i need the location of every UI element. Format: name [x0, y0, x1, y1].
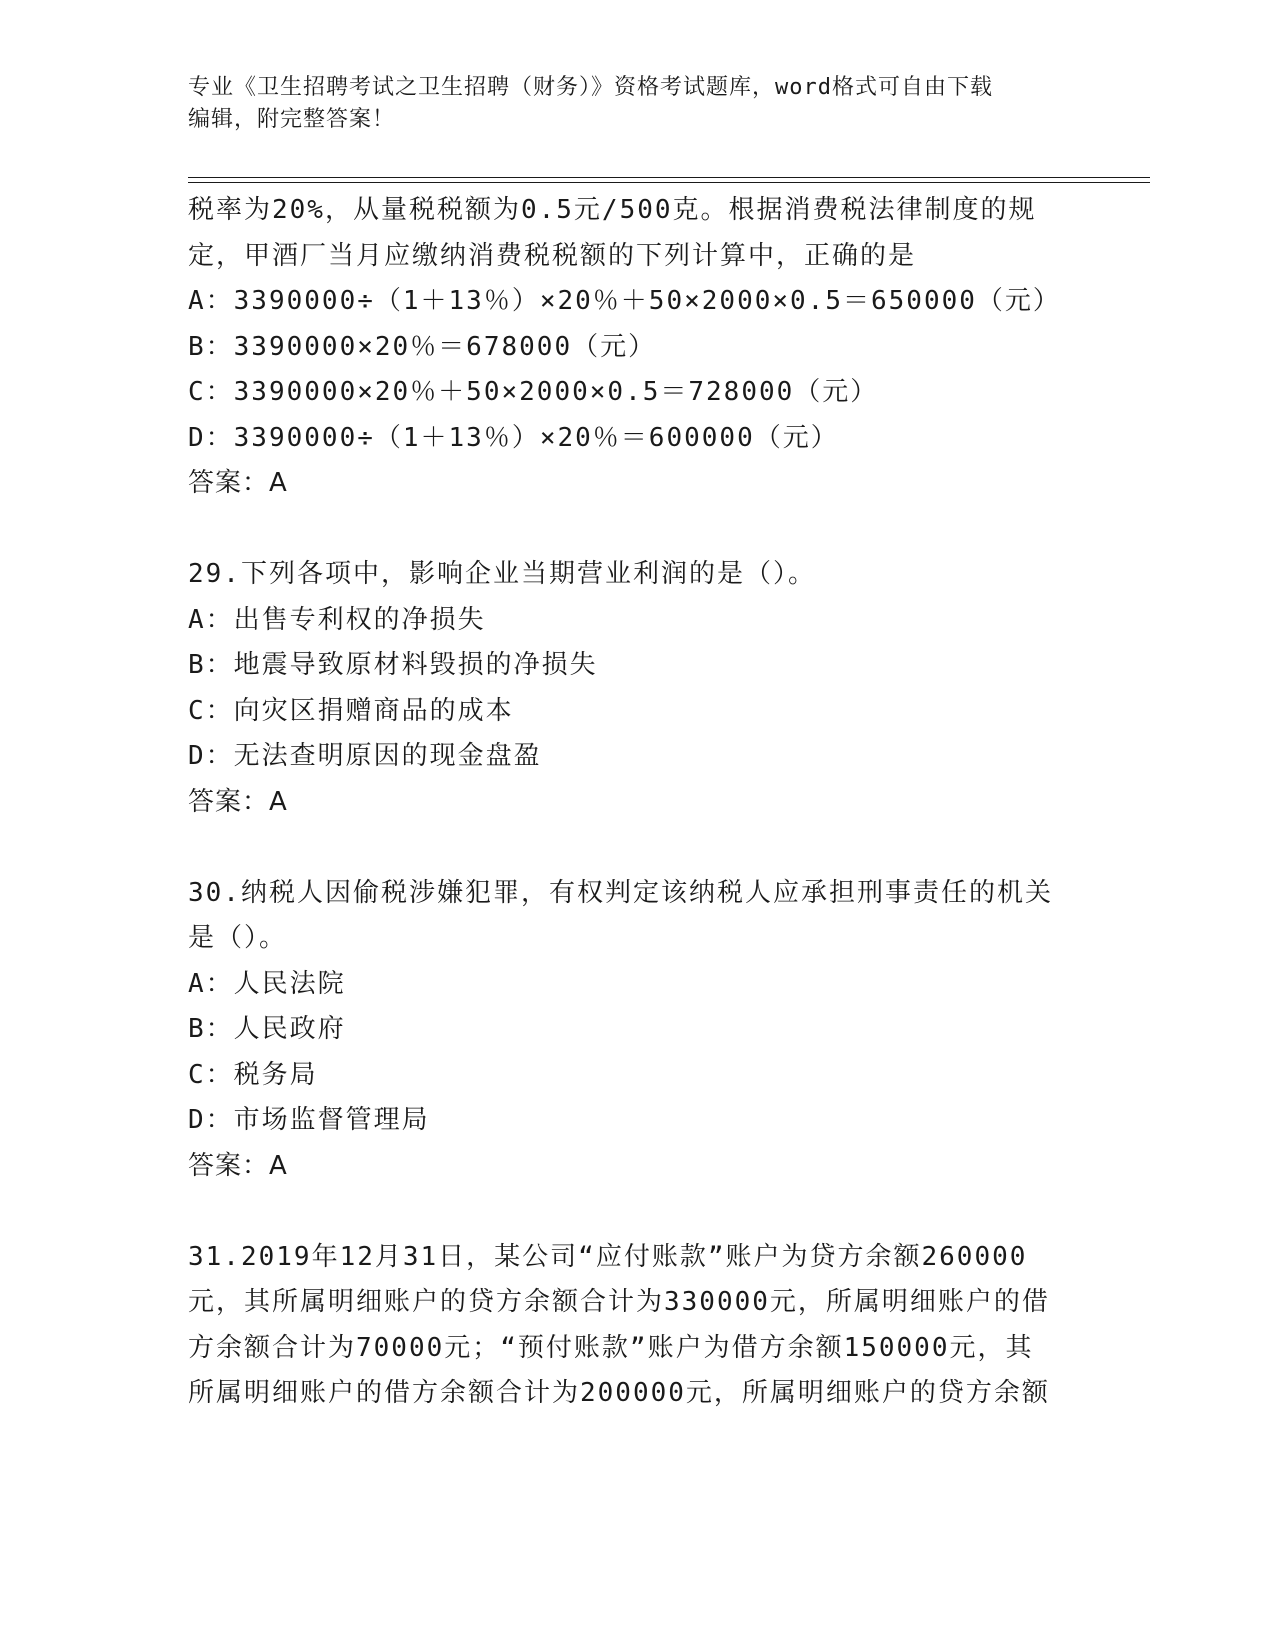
header-line-1: 专业《卫生招聘考试之卫生招聘（财务）》资格考试题库，word格式可自由下载: [188, 75, 993, 100]
question-28-continuation-2: 定，甲酒厂当月应缴纳消费税税额的下列计算中，正确的是: [188, 240, 917, 271]
question-31-stem-1: 31.2019年12月31日，某公司“应付账款”账户为贷方余额260000: [188, 1241, 1028, 1272]
question-28-option-a: A：3390000÷（1＋13％）×20％＋50×2000×0.5＝650000（元）: [188, 286, 1061, 316]
question-29-option-c: C：向灾区捐赠商品的成本: [188, 695, 514, 726]
question-30-option-c: C：税务局: [188, 1059, 318, 1090]
question-28: [188, 188, 1088, 507]
question-28-continuation-1: 税率为20%，从量税税额为0.5元/500克。根据消费税法律制度的规: [188, 195, 1037, 225]
question-31-stem-2: 元，其所属明细账户的贷方余额合计为330000元，所属明细账户的借: [188, 1287, 1050, 1317]
question-28-option-b: B：3390000×20％＝678000（元）: [188, 331, 657, 362]
question-30-stem-2: 是（）。: [188, 923, 288, 953]
question-31-stem-3: 方余额合计为70000元；“预付账款”账户为借方余额150000元，其: [188, 1332, 1034, 1363]
question-29-answer: 答案：A: [188, 786, 288, 817]
header-divider-bottom: [188, 182, 1150, 183]
question-29: [188, 552, 1088, 825]
question-28-answer: 答案：A: [188, 468, 288, 498]
question-29-stem: 29.下列各项中，影响企业当期营业利润的是（）。: [188, 559, 816, 589]
question-30: [188, 871, 1088, 1190]
question-28-option-c: C：3390000×20％＋50×2000×0.5＝728000（元）: [188, 377, 879, 407]
spacer: [188, 825, 1088, 871]
header-line-2: 编辑，附完整答案！: [188, 107, 396, 132]
question-30-option-b: B：人民政府: [188, 1014, 346, 1044]
question-30-option-a: A：人民法院: [188, 968, 346, 999]
question-29-option-b: B：地震导致原材料毁损的净损失: [188, 650, 598, 680]
question-29-option-d: D：无法查明原因的现金盘盈: [188, 741, 542, 771]
spacer: [188, 1189, 1088, 1235]
spacer: [188, 507, 1088, 553]
question-28-option-d: D：3390000÷（1＋13％）×20％＝600000（元）: [188, 422, 839, 453]
document-body: [188, 188, 1088, 1417]
question-31-stem-4: 所属明细账户的借方余额合计为200000元，所属明细账户的贷方余额: [188, 1378, 1050, 1408]
header-divider-top: [188, 177, 1150, 178]
question-30-stem-1: 30.纳税人因偷税涉嫌犯罪，有权判定该纳税人应承担刑事责任的机关: [188, 877, 1053, 908]
question-29-option-a: A：出售专利权的净损失: [188, 604, 486, 635]
question-31: [188, 1235, 1088, 1417]
question-30-answer: 答案：A: [188, 1150, 288, 1181]
question-30-option-d: D：市场监督管理局: [188, 1105, 430, 1135]
document-header: [188, 72, 1068, 136]
